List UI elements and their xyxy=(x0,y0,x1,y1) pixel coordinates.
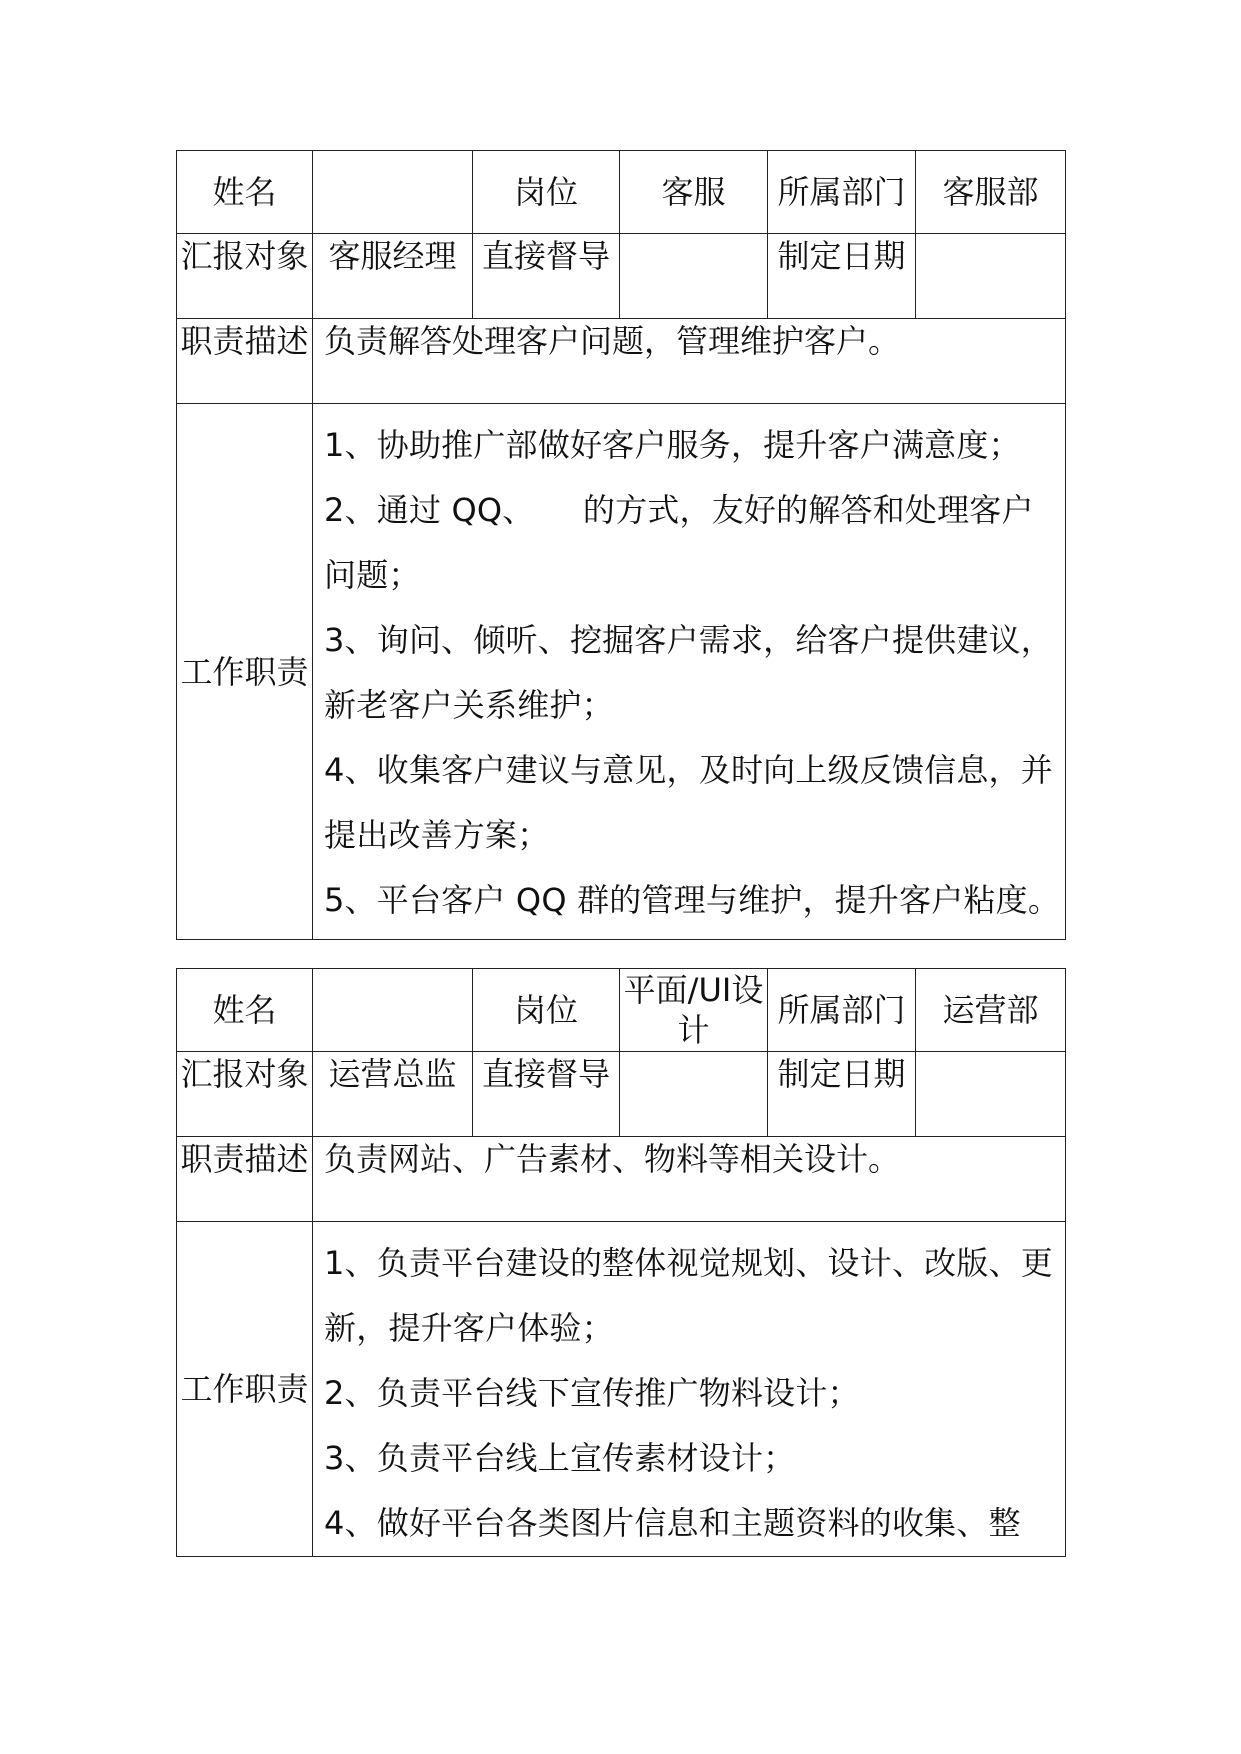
direct-supervisor-value xyxy=(620,234,768,319)
name-value xyxy=(313,969,473,1052)
description-row xyxy=(177,1137,1066,1222)
description-value: 负责解答处理客户问题，管理维护客户。 xyxy=(313,319,1066,404)
duty-item: 5、平台客户 QQ 群的管理与维护，提升客户粘度。 xyxy=(324,881,1061,919)
direct-supervisor-value xyxy=(620,1052,768,1137)
duty-item: 3、询问、倾听、挖掘客户需求，给客户提供建议，新老客户关系维护； xyxy=(324,621,1053,724)
description-label: 职责描述 xyxy=(177,319,313,404)
direct-supervisor-label: 直接督导 xyxy=(473,1052,620,1137)
description-label: 职责描述 xyxy=(177,1137,313,1222)
report-to-value: 客服经理 xyxy=(313,234,473,319)
date-value xyxy=(916,1052,1066,1137)
report-to-label: 汇报对象 xyxy=(177,234,313,319)
duty-item: 3、负责平台线上宣传素材设计； xyxy=(324,1439,796,1477)
job-description-table xyxy=(176,968,1066,1557)
job-description-table xyxy=(176,150,1066,940)
department-value: 运营部 xyxy=(916,969,1066,1052)
date-label: 制定日期 xyxy=(768,1052,916,1137)
name-value xyxy=(313,151,473,234)
duty-item: 4、收集客户建议与意见，及时向上级反馈信息，并提出改善方案； xyxy=(324,751,1053,854)
duties-label: 工作职责 xyxy=(177,404,313,940)
position-value: 平面/UI设计 xyxy=(620,969,768,1052)
position-label: 岗位 xyxy=(473,969,620,1052)
duties-list xyxy=(313,404,1066,940)
direct-supervisor-label: 直接督导 xyxy=(473,234,620,319)
duty-item: 2、通过 QQ、 的方式，友好的解答和处理客户问题； xyxy=(324,491,1034,594)
report-row xyxy=(177,1052,1066,1137)
duty-item: 1、协助推广部做好客户服务，提升客户满意度； xyxy=(324,426,1021,464)
report-to-label: 汇报对象 xyxy=(177,1052,313,1137)
header-row xyxy=(177,969,1066,1052)
department-label: 所属部门 xyxy=(768,151,916,234)
duties-row xyxy=(177,1222,1066,1557)
duty-item: 4、做好平台各类图片信息和主题资料的收集、整 xyxy=(324,1504,1021,1542)
description-row xyxy=(177,319,1066,404)
duties-label: 工作职责 xyxy=(177,1222,313,1557)
date-label: 制定日期 xyxy=(768,234,916,319)
position-label: 岗位 xyxy=(473,151,620,234)
duties-row xyxy=(177,404,1066,940)
name-label: 姓名 xyxy=(177,151,313,234)
description-value: 负责网站、广告素材、物料等相关设计。 xyxy=(313,1137,1066,1222)
department-value: 客服部 xyxy=(916,151,1066,234)
name-label: 姓名 xyxy=(177,969,313,1052)
date-value xyxy=(916,234,1066,319)
duties-list xyxy=(313,1222,1066,1557)
header-row xyxy=(177,151,1066,234)
duty-item: 2、负责平台线下宣传推广物料设计； xyxy=(324,1374,860,1412)
department-label: 所属部门 xyxy=(768,969,916,1052)
report-to-value: 运营总监 xyxy=(313,1052,473,1137)
position-value: 客服 xyxy=(620,151,768,234)
duty-item: 1、负责平台建设的整体视觉规划、设计、改版、更新，提升客户体验； xyxy=(324,1244,1053,1347)
report-row xyxy=(177,234,1066,319)
